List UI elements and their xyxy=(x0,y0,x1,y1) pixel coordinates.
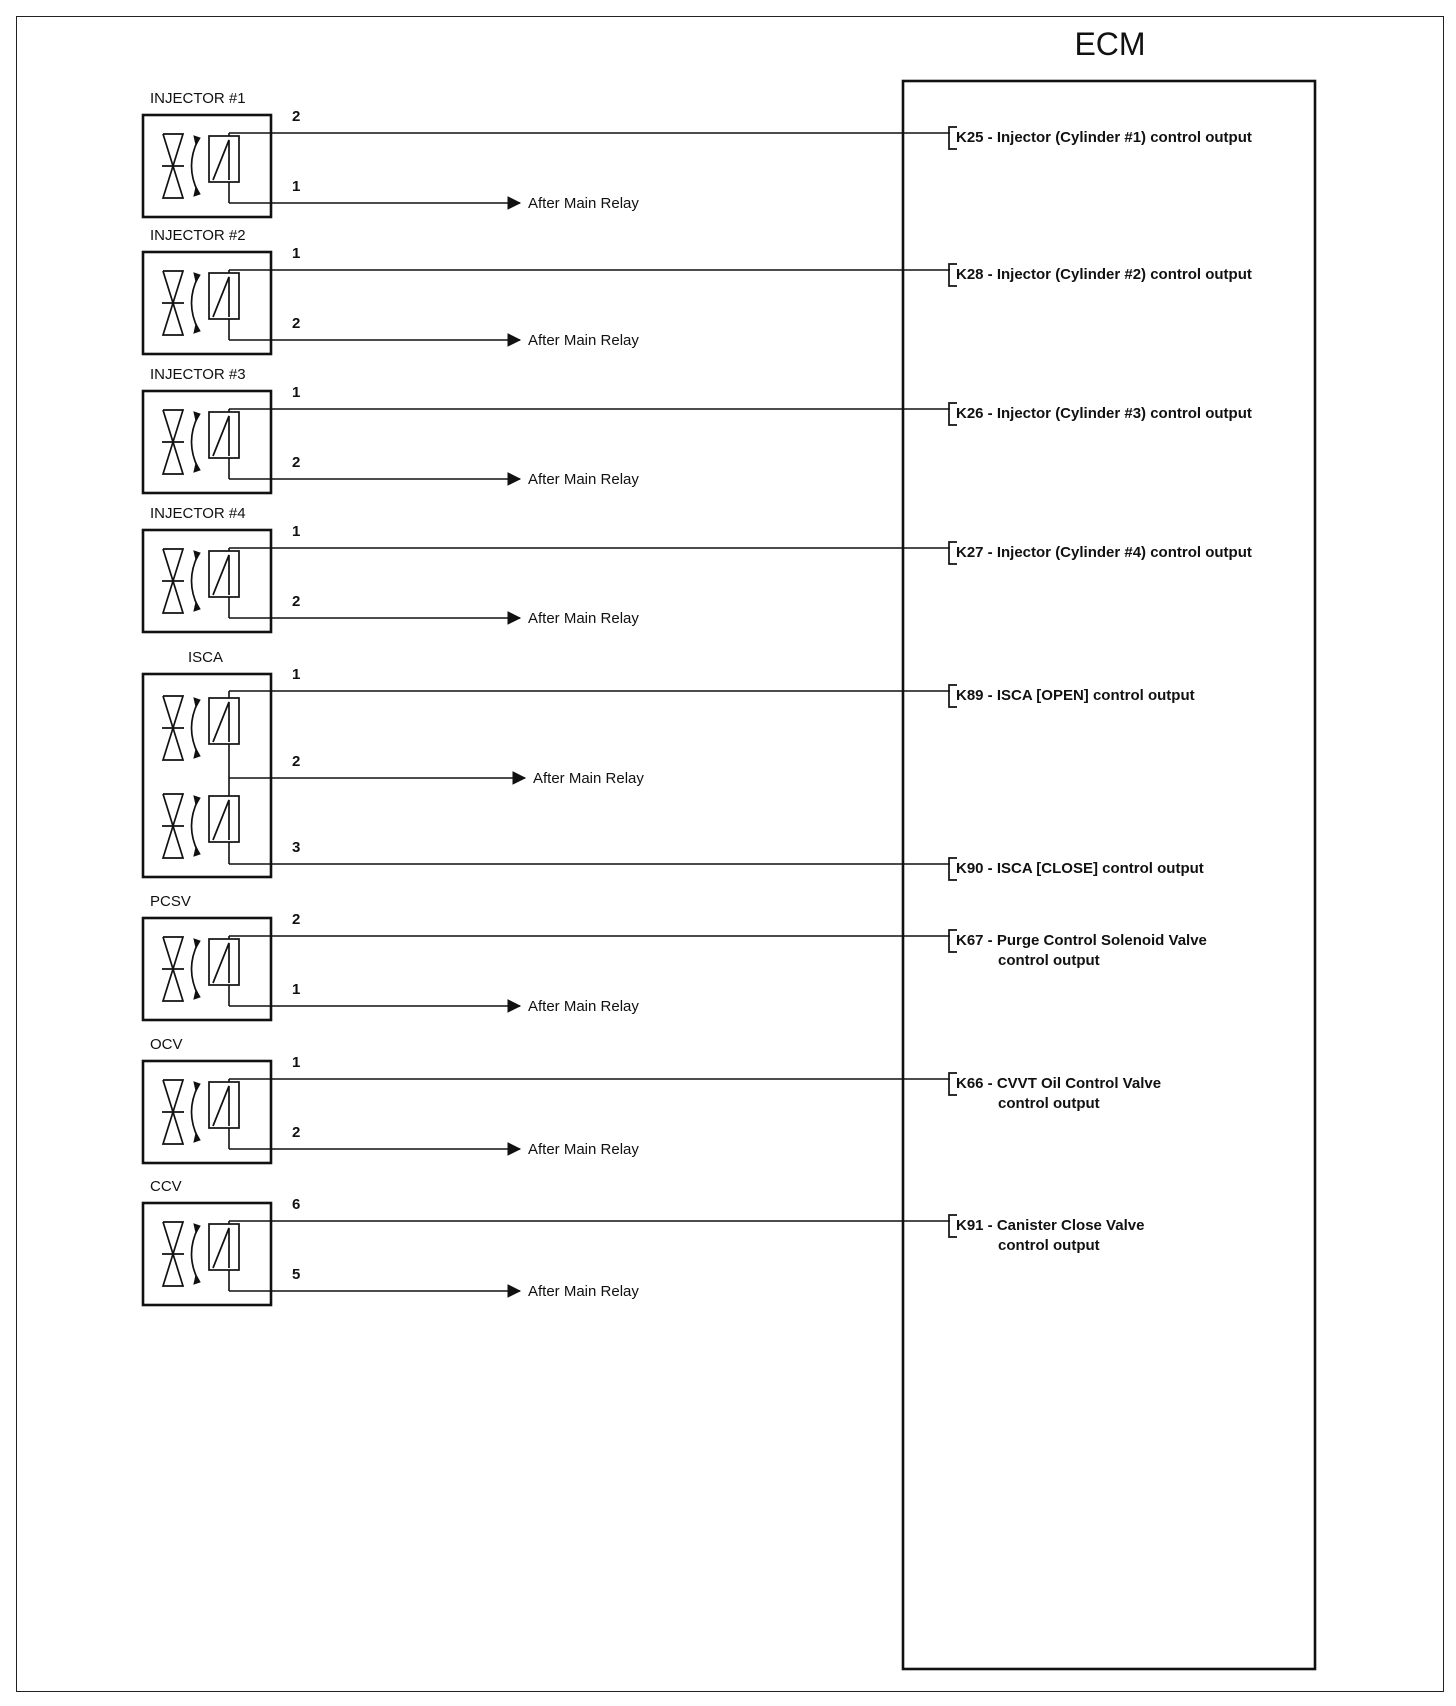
injector-1-valve xyxy=(162,134,239,198)
arrowhead-down xyxy=(194,463,200,472)
ecm-terminal-label-ccv: K91 - Canister Close Valve xyxy=(956,1217,1145,1234)
ecm-terminal-label-pcsv: K67 - Purge Control Solenoid Valve xyxy=(956,932,1207,949)
ecm-terminal-label-injector-2: K28 - Injector (Cylinder #2) control output xyxy=(956,266,1252,283)
coil-winding xyxy=(213,1086,229,1126)
ccv-name: CCV xyxy=(150,1178,182,1195)
isca-box xyxy=(143,674,271,877)
injector-1-supply-pin: 1 xyxy=(292,178,301,195)
pcsv-signal-pin: 2 xyxy=(292,911,301,928)
injector-4-valve xyxy=(162,549,239,613)
injector-3-relay-label: After Main Relay xyxy=(528,471,639,488)
ocv-relay-arrow xyxy=(508,1143,520,1155)
ccv-signal-pin: 6 xyxy=(292,1196,301,1213)
coil-winding xyxy=(213,943,229,983)
injector-3-name: INJECTOR #3 xyxy=(150,366,246,383)
arrowhead-up xyxy=(194,1224,200,1233)
coil-winding xyxy=(213,140,229,180)
ecm-terminal-label-pcsv-line2: control output xyxy=(998,952,1100,969)
double-arrow-icon xyxy=(192,800,199,852)
coil-icon xyxy=(209,412,239,458)
ecm-terminal-label-injector-1: K25 - Injector (Cylinder #1) control output xyxy=(956,129,1252,146)
coil-icon xyxy=(209,136,239,182)
injector-1-relay-arrow xyxy=(508,197,520,209)
injector-4-supply-pin: 2 xyxy=(292,593,301,610)
arrowhead-down xyxy=(194,990,200,999)
ecm-terminal-label-ocv: K66 - CVVT Oil Control Valve xyxy=(956,1075,1162,1092)
injector-2-supply-pin: 2 xyxy=(292,315,301,332)
injector-4-signal-pin: 1 xyxy=(292,523,301,540)
pcsv-valve xyxy=(162,937,239,1001)
arrowhead-up xyxy=(194,273,200,282)
injector-2-name: INJECTOR #2 xyxy=(150,227,246,244)
injector-2-relay-arrow xyxy=(508,334,520,346)
isca-supply-pin: 2 xyxy=(292,753,301,770)
coil-icon xyxy=(209,1082,239,1128)
injector-4-name: INJECTOR #4 xyxy=(150,505,246,522)
ecm-terminal-label-injector-3: K26 - Injector (Cylinder #3) control output xyxy=(956,405,1252,422)
double-arrow-icon xyxy=(192,1086,199,1138)
ccv-relay-label: After Main Relay xyxy=(528,1283,639,1300)
double-arrow-icon xyxy=(192,416,199,468)
coil-winding xyxy=(213,416,229,456)
ccv-supply-pin: 5 xyxy=(292,1266,301,1283)
double-arrow-icon xyxy=(192,140,199,192)
pcsv-relay-arrow xyxy=(508,1000,520,1012)
coil-winding xyxy=(213,277,229,317)
arrowhead-up xyxy=(194,796,200,805)
pcsv-relay-label: After Main Relay xyxy=(528,998,639,1015)
injector-2-signal-pin: 1 xyxy=(292,245,301,262)
arrowhead-down xyxy=(194,1133,200,1142)
ecm-terminal-label-ocv-line2: control output xyxy=(998,1095,1100,1112)
arrowhead-down xyxy=(194,324,200,333)
arrowhead-up xyxy=(194,939,200,948)
pcsv-supply-pin: 1 xyxy=(292,981,301,998)
isca-relay-label: After Main Relay xyxy=(533,770,644,787)
injector-3-supply-pin: 2 xyxy=(292,454,301,471)
ecm-terminal-label-ccv-line2: control output xyxy=(998,1237,1100,1254)
injector-1-signal-pin: 2 xyxy=(292,108,301,125)
coil-icon xyxy=(209,273,239,319)
injector-3-relay-arrow xyxy=(508,473,520,485)
injector-4-relay-arrow xyxy=(508,612,520,624)
isca-name: ISCA xyxy=(188,649,224,666)
ccv-relay-arrow xyxy=(508,1285,520,1297)
double-arrow-icon xyxy=(192,555,199,607)
coil-winding xyxy=(213,1228,229,1268)
coil-icon xyxy=(209,796,239,842)
ccv-valve xyxy=(162,1222,239,1286)
ecm-terminal-label-isca-close: K90 - ISCA [CLOSE] control output xyxy=(956,860,1204,877)
double-arrow-icon xyxy=(192,277,199,329)
injector-1-relay-label: After Main Relay xyxy=(528,195,639,212)
coil-icon xyxy=(209,939,239,985)
arrowhead-up xyxy=(194,698,200,707)
arrowhead-down xyxy=(194,602,200,611)
double-arrow-icon xyxy=(192,702,199,754)
isca-open-pin: 1 xyxy=(292,666,301,683)
coil-icon xyxy=(209,698,239,744)
injector-2-relay-label: After Main Relay xyxy=(528,332,639,349)
injector-3-valve xyxy=(162,410,239,474)
injector-2-valve xyxy=(162,271,239,335)
injector-4-relay-label: After Main Relay xyxy=(528,610,639,627)
arrowhead-down xyxy=(194,1275,200,1284)
ocv-valve xyxy=(162,1080,239,1144)
arrowhead-down xyxy=(194,187,200,196)
ecm-title: ECM xyxy=(1074,26,1146,62)
ocv-name: OCV xyxy=(150,1036,183,1053)
arrowhead-up xyxy=(194,1082,200,1091)
arrowhead-up xyxy=(194,412,200,421)
ocv-supply-pin: 2 xyxy=(292,1124,301,1141)
isca-valve-open xyxy=(162,696,239,760)
coil-winding xyxy=(213,555,229,595)
pcsv-name: PCSV xyxy=(150,893,191,910)
coil-icon xyxy=(209,1224,239,1270)
injector-1-name: INJECTOR #1 xyxy=(150,90,246,107)
ocv-signal-pin: 1 xyxy=(292,1054,301,1071)
arrowhead-down xyxy=(194,749,200,758)
injector-3-signal-pin: 1 xyxy=(292,384,301,401)
arrowhead-up xyxy=(194,136,200,145)
arrowhead-down xyxy=(194,847,200,856)
double-arrow-icon xyxy=(192,943,199,995)
coil-winding xyxy=(213,800,229,840)
isca-relay-arrow xyxy=(513,772,525,784)
ecm-terminal-label-isca-open: K89 - ISCA [OPEN] control output xyxy=(956,687,1195,704)
ecm-terminal-label-injector-4: K27 - Injector (Cylinder #4) control output xyxy=(956,544,1252,561)
coil-icon xyxy=(209,551,239,597)
arrowhead-up xyxy=(194,551,200,560)
ocv-relay-label: After Main Relay xyxy=(528,1141,639,1158)
double-arrow-icon xyxy=(192,1228,199,1280)
isca-valve-close xyxy=(162,794,239,858)
isca-close-pin: 3 xyxy=(292,839,301,856)
coil-winding xyxy=(213,702,229,742)
